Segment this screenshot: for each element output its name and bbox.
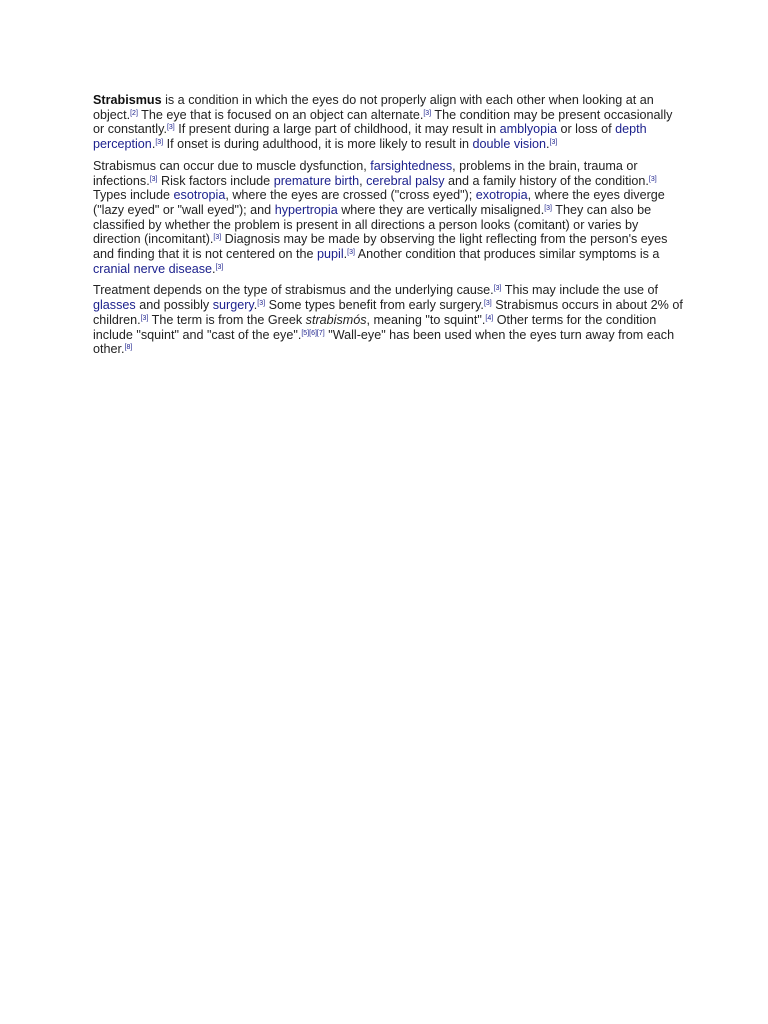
text-segment: . xyxy=(212,261,216,276)
text-segment: . xyxy=(343,247,348,262)
paragraph-intro xyxy=(93,93,683,152)
text-segment: Another condition that produces similar symptoms is a xyxy=(354,247,660,262)
link-depth-perception[interactable]: depth perception xyxy=(93,122,647,152)
citation-ref[interactable]: [3] xyxy=(215,263,224,271)
text-segment: The term is from the Greek xyxy=(148,312,306,327)
citation-ref[interactable]: [3] xyxy=(483,300,492,308)
citation-ref[interactable]: [2] xyxy=(130,109,138,117)
link-surgery[interactable]: surgery xyxy=(212,298,254,313)
citation-ref[interactable]: [3] xyxy=(347,249,355,257)
citation-ref[interactable]: [3] xyxy=(549,139,558,147)
link-farsightedness[interactable]: farsightedness xyxy=(370,158,453,173)
paragraph-causes xyxy=(93,159,683,277)
text-segment: and a family history of the condition. xyxy=(444,173,649,188)
citation-ref[interactable]: [3] xyxy=(213,234,222,242)
text-segment: is a condition in which the eyes do not properly align with each other when looking at an object. xyxy=(93,93,654,122)
text-segment: , where the eyes diverge ("lazy eyed" or "wall eyed"); and xyxy=(93,188,665,217)
link-esotropia[interactable]: esotropia xyxy=(173,188,226,203)
citation-ref[interactable]: [3] xyxy=(544,204,552,212)
article-body xyxy=(93,93,683,364)
citation-ref[interactable]: [8] xyxy=(124,344,133,352)
greek-term: strabismós xyxy=(305,312,367,327)
citation-ref[interactable]: [3] xyxy=(423,109,432,117)
text-segment: , where the eyes are crossed ("cross eyed"); xyxy=(225,188,476,203)
link-exotropia[interactable]: exotropia xyxy=(475,188,528,203)
text-segment: Diagnosis may be made by observing the light reflecting from the person's eyes and finding that it is not centered on the xyxy=(93,232,668,262)
text-segment: Other terms for the condition include "squint" and "cast of the eye". xyxy=(93,312,657,342)
text-segment: Strabismus occurs in about 2% of children. xyxy=(93,298,683,327)
citation-ref[interactable]: [6] xyxy=(309,329,317,337)
text-segment: where they are vertically misaligned. xyxy=(337,202,545,217)
text-segment: , meaning "to squint". xyxy=(366,312,486,327)
citation-ref[interactable]: [3] xyxy=(140,314,149,322)
paragraph-treatment xyxy=(93,283,683,357)
text-segment: , problems in the brain, trauma or infections. xyxy=(93,158,638,188)
text-segment: The eye that is focused on an object can alternate. xyxy=(137,107,424,122)
link-amblyopia[interactable]: amblyopia xyxy=(499,122,557,137)
text-segment: Strabismus can occur due to muscle dysfunction, xyxy=(93,158,371,173)
text-segment: and possibly xyxy=(135,298,213,313)
citation-ref[interactable]: [3] xyxy=(149,175,158,183)
citation-ref[interactable]: [3] xyxy=(257,300,266,308)
text-segment: . xyxy=(546,137,550,152)
text-segment: , xyxy=(359,173,367,188)
text-segment: or loss of xyxy=(556,122,616,137)
link-cerebral-palsy[interactable]: cerebral palsy xyxy=(366,173,445,188)
citation-ref[interactable]: [4] xyxy=(485,314,494,322)
text-segment: Types include xyxy=(93,188,174,203)
text-segment: Some types benefit from early surgery. xyxy=(265,298,484,313)
text-segment: The condition may be present occasionally or constantly. xyxy=(93,107,673,137)
text-segment: . xyxy=(151,137,156,152)
citation-ref[interactable]: [5] xyxy=(301,329,310,337)
text-segment: This may include the use of xyxy=(501,283,659,298)
citation-ref[interactable]: [3] xyxy=(648,175,657,183)
text-segment: They can also be classified by whether the problem is present in all directions a person looks (comitant) or varies by direction (incomitant). xyxy=(93,202,652,247)
text-segment: If present during a large part of childhood, it may result in xyxy=(174,122,500,137)
citation-ref[interactable]: [3] xyxy=(493,285,502,293)
article-subject: Strabismus xyxy=(93,93,162,107)
link-cranial-nerve-disease[interactable]: cranial nerve disease xyxy=(93,261,213,276)
text-segment: . xyxy=(253,298,258,313)
citation-ref[interactable]: [3] xyxy=(166,124,175,132)
link-premature-birth[interactable]: premature birth xyxy=(273,173,360,188)
citation-ref[interactable]: [3] xyxy=(155,139,164,147)
link-double-vision[interactable]: double vision xyxy=(472,137,547,152)
text-segment: If onset is during adulthood, it is more likely to result in xyxy=(163,137,473,152)
text-segment: Risk factors include xyxy=(157,173,274,188)
text-segment: "Wall-eye" has been used when the eyes turn away from each other. xyxy=(93,327,675,357)
link-glasses[interactable]: glasses xyxy=(93,298,136,313)
link-hypertropia[interactable]: hypertropia xyxy=(274,202,338,217)
citation-ref[interactable]: [7] xyxy=(316,329,325,337)
link-pupil[interactable]: pupil xyxy=(317,247,344,262)
text-segment: Treatment depends on the type of strabismus and the underlying cause. xyxy=(93,283,494,298)
